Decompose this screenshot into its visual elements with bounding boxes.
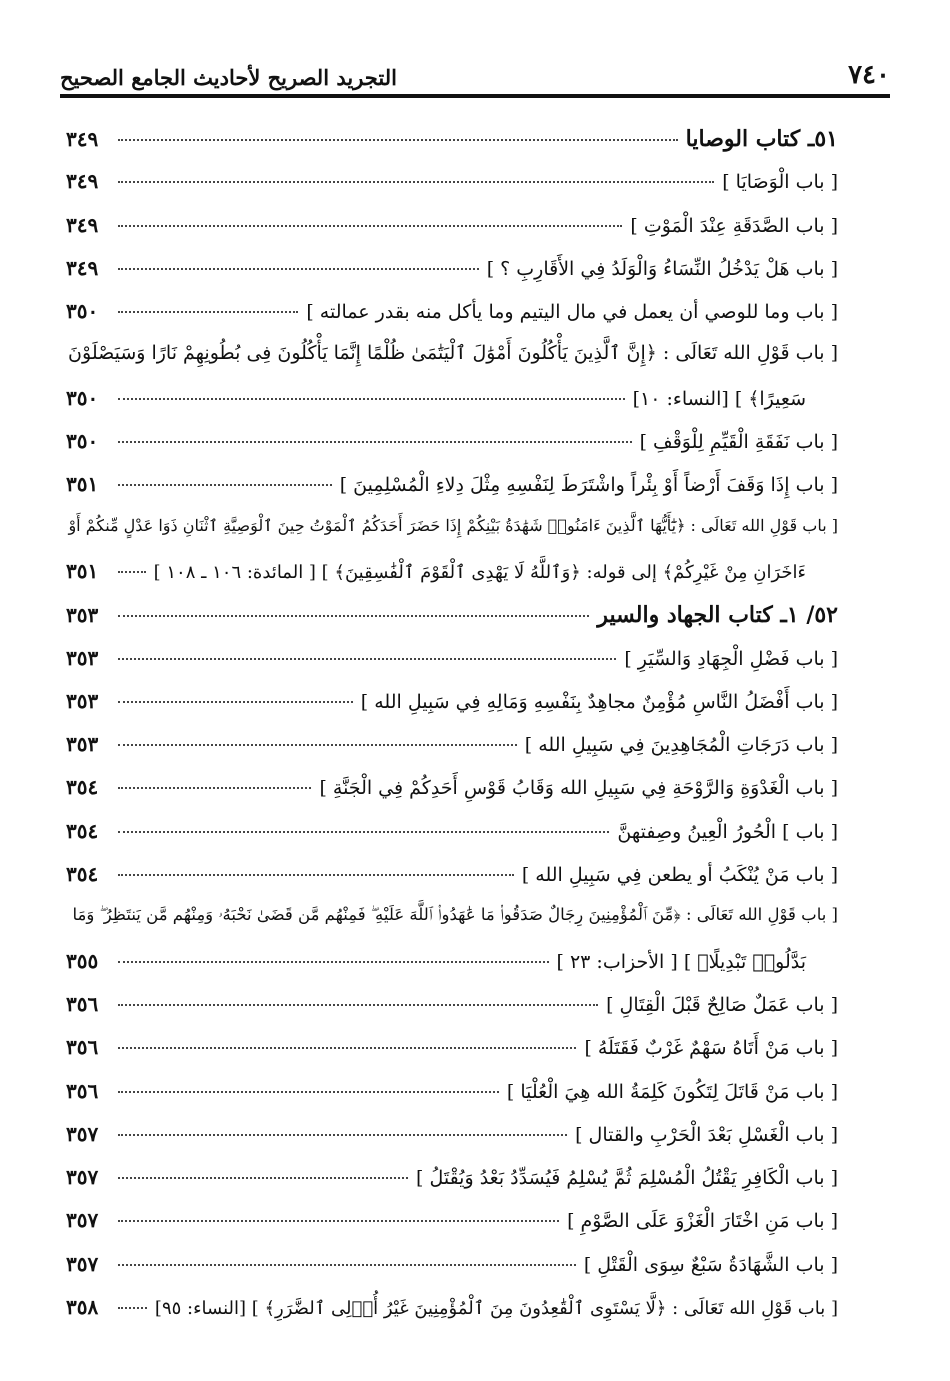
entry-title: [ باب وما للوصي أن يعمل في مال اليتيم وما يأكل منه بقدر عمالته ]: [306, 301, 838, 324]
entry-page-number: ٣٥٧: [66, 1251, 99, 1276]
dot-leader: [118, 225, 622, 227]
toc-entry: [66, 775, 838, 818]
toc-entry: [66, 516, 838, 559]
toc-entry: [66, 1252, 838, 1295]
dot-leader: [118, 571, 146, 573]
entry-title: [ باب قَوْلِ الله تَعَالَى : ﴿يَٰٓأَيُّهَا ٱلَّذِينَ ءَامَنُوا۟ شَهَٰدَةُ بَيْنِكُمْ إِذَا حَضَرَ أَحَدَكُمُ ٱلْمَوْتُ حِينَ ٱلْوَصِيَّةِ ٱثْنَانِ ذَوَا عَدْلٍ مِّنكُمْ أَوْ: [68, 515, 838, 535]
entry-page-number: ٣٤٩: [66, 212, 99, 237]
dot-leader: [118, 484, 332, 486]
dot-leader: [118, 1047, 576, 1049]
toc-entry: [66, 1122, 838, 1165]
entry-page-number: ٣٥٠: [66, 385, 99, 410]
entry-page-number: ٣٥٤: [66, 862, 99, 887]
dot-leader: [118, 1004, 598, 1006]
dot-leader: [118, 139, 678, 141]
toc-entry: [66, 299, 838, 342]
running-header: [60, 58, 890, 90]
page-number: ٧٤٠: [848, 60, 890, 90]
dot-leader: [118, 744, 517, 746]
chapter-heading: [66, 602, 838, 645]
toc-entry: [66, 213, 838, 256]
entry-title: ٥٢/ ١ـ كتاب الجهاد والسير: [597, 602, 838, 629]
entry-title: [ باب مَنْ أَتَاهُ سَهْمٌ غَرْبٌ فَقَتَلَهُ ]: [584, 1037, 838, 1060]
entry-page-number: ٣٤٩: [66, 169, 99, 194]
entry-page-number: ٣٥١: [66, 472, 99, 497]
entry-page-number: ٣٥٧: [66, 1165, 99, 1190]
entry-title: [ باب ] الْحُورُ الْعِينُ وصِفتهنَّ: [617, 820, 838, 843]
entry-title: [ باب قَوْلِ الله تَعَالَى : ﴿لَّا يَسْتَوِى ٱلْقَٰعِدُونَ مِنَ ٱلْمُؤْمِنِينَ غَيْرُ أُو۟لِى ٱلضَّرَرِ﴾ ] [النساء: ٩٥]: [154, 1298, 838, 1320]
toc-entry: [66, 646, 838, 689]
toc-entry: [66, 819, 838, 862]
entry-title: [ باب فَضْلِ الْجِهَادِ وَالسِّيَرِ ]: [624, 647, 838, 670]
toc-entry: [66, 169, 838, 212]
entry-page-number: ٣٥٦: [66, 991, 99, 1016]
entry-title: [ باب الشَّهَادَةُ سَبْعٌ سِوَى الْقَتْلِ ]: [583, 1253, 838, 1276]
entry-title: [ باب أَفْضَلُ النَّاسِ مُؤْمِنٌ مجاهِدٌ بِنَفْسِهِ وَمَالِهِ فِي سَبِيلِ الله ]: [360, 690, 838, 713]
dot-leader: [118, 1134, 567, 1136]
entry-page-number: ٣٥٣: [66, 645, 99, 670]
dot-leader: [118, 615, 589, 617]
entry-title: ءَاخَرَانِ مِنْ غَيْرِكُمْ﴾ إلى قوله: ﴿وَٱللَّهُ لَا يَهْدِى ٱلْقَوْمَ ٱلْفَٰسِقِينَ﴾ ] [ المائدة: ١٠٦ ـ ١٠٨ ]: [153, 561, 806, 583]
entry-page-number: ٣٤٩: [66, 255, 99, 280]
entry-title: [ باب نَفَقَةِ الْقَيِّمِ لِلْوَقْفِ ]: [639, 431, 838, 454]
dot-leader: [118, 658, 616, 660]
dot-leader: [118, 1307, 147, 1309]
entry-title: [ باب قَوْلِ الله تَعَالَى : ﴿إِنَّ ٱلَّذِينَ يَأْكُلُونَ أَمْوَٰلَ ٱلْيَتَٰمَىٰ ظُلْمًا إِنَّمَا يَأْكُلُونَ فِى بُطُونِهِمْ نَارًا وَسَيَصْلَوْنَ: [68, 342, 838, 365]
entry-title: [ باب عَمَلٌ صَالِحٌ قَبْلَ الْقِتَالِ ]: [606, 993, 838, 1016]
entry-page-number: ٣٥٧: [66, 1121, 99, 1146]
entry-title: [ باب إِذَا وَقَفَ أَرْضاً أَوْ بِئْراً واشْتَرَطَ لِنَفْسِهِ مِثْلَ دِلاءِ الْمُسْلِمِينَ ]: [339, 474, 838, 497]
toc-entry: [66, 256, 838, 299]
entry-page-number: ٣٥٦: [66, 1035, 99, 1060]
entry-title: سَعِيرًا﴾ ] [النساء: ١٠]: [632, 387, 806, 410]
entry-page-number: ٣٥١: [66, 558, 99, 583]
entry-page-number: ٣٥٦: [66, 1078, 99, 1103]
book-title: التجريد الصريح لأحاديث الجامع الصحيح: [60, 65, 397, 90]
chapter-heading: [66, 126, 838, 169]
dot-leader: [118, 787, 311, 789]
toc-entry: [66, 472, 838, 515]
table-of-contents: [66, 126, 838, 1338]
entry-page-number: ٣٥٠: [66, 429, 99, 454]
entry-page-number: ٣٥٠: [66, 299, 99, 324]
dot-leader: [118, 441, 632, 443]
toc-entry: [66, 1079, 838, 1122]
toc-entry: [66, 1035, 838, 1078]
toc-entry: [66, 559, 838, 602]
entry-title: [ باب قَوْلِ الله تَعَالَى : ﴿مِّنَ ٱلْمُؤْمِنِينَ رِجَالٌ صَدَقُوا۟ مَا عَٰهَدُوا۟ ٱللَّهَ عَلَيْهِ ۖ فَمِنْهُم مَّن قَضَىٰ نَحْبَهُۥ وَمِنْهُم مَّن يَنتَظِرُ ۖ وَمَا: [72, 905, 838, 925]
toc-entry: [66, 732, 838, 775]
entry-page-number: ٣٥٥: [66, 948, 99, 973]
entry-title: [ باب الْوَصَايَا ]: [722, 171, 838, 194]
dot-leader: [118, 181, 714, 183]
entry-page-number: ٣٥٨: [66, 1295, 99, 1320]
dot-leader: [118, 874, 514, 876]
entry-title: [ باب مَنْ يُنْكَبُ أو يطعن فِي سَبِيلِ الله ]: [521, 864, 838, 887]
entry-title: [ باب هَلْ يَدْخُلُ النِّسَاءُ وَالْوَلَدُ فِي الأَقَارِبِ ؟ ]: [486, 257, 838, 280]
entry-page-number: ٣٥٣: [66, 603, 99, 628]
dot-leader: [118, 398, 625, 400]
entry-title: [ باب الْغَدْوَةِ وَالرَّوْحَةِ فِي سَبِيلِ الله وَقَابُ قَوْسِ أَحَدِكُمْ فِي الْجَنَّةِ ]: [319, 777, 838, 800]
dot-leader: [118, 1091, 499, 1093]
toc-entry: [66, 862, 838, 905]
header-rule: [60, 94, 890, 98]
entry-page-number: ٣٥٣: [66, 732, 99, 757]
toc-entry: [66, 689, 838, 732]
dot-leader: [118, 311, 298, 313]
dot-leader: [118, 961, 549, 963]
dot-leader: [118, 1264, 576, 1266]
toc-entry: [66, 1295, 838, 1338]
toc-entry: [66, 1165, 838, 1208]
dot-leader: [118, 268, 479, 270]
dot-leader: [118, 831, 609, 833]
toc-entry: [66, 342, 838, 385]
entry-page-number: ٣٥٤: [66, 775, 99, 800]
dot-leader: [118, 1177, 408, 1179]
toc-entry: [66, 386, 838, 429]
toc-entry: [66, 429, 838, 472]
toc-entry: [66, 949, 838, 992]
toc-entry: [66, 905, 838, 948]
entry-title: [ باب مَنِ اخْتَارَ الْغَزْوَ عَلَى الصَّوْمِ ]: [567, 1210, 838, 1233]
entry-page-number: ٣٥٧: [66, 1208, 99, 1233]
dot-leader: [118, 1220, 559, 1222]
entry-title: [ باب مَنْ قَاتَلَ لِتَكُونَ كَلِمَةُ الله هِيَ الْعُلْيَا ]: [506, 1080, 838, 1103]
entry-title: [ باب دَرَجَاتِ الْمُجَاهِدِينَ فِي سَبِيلِ الله ]: [524, 734, 838, 757]
entry-page-number: ٣٤٩: [66, 127, 99, 151]
toc-entry: [66, 992, 838, 1035]
entry-title: بَدَّلُوا۟ تَبْدِيلًا﴾ ] [ الأحزاب: ٢٣ ]: [556, 950, 806, 973]
entry-title: [ باب الْكَافِرِ يَقْتُلُ الْمُسْلِمَ ثُمَّ يُسْلِمُ فَيُسَدِّدُ بَعْدُ وَيُقْتَلُ ]: [416, 1167, 838, 1190]
dot-leader: [118, 701, 353, 703]
entry-title: [ باب الْغَسْلِ بَعْدَ الْحَرْبِ والقتال ]: [575, 1123, 838, 1146]
entry-title: [ باب الصَّدَقَةِ عِنْدَ الْمَوْتِ ]: [630, 214, 838, 237]
entry-title: ٥١ـ كتاب الوصايا: [685, 126, 838, 152]
entry-page-number: ٣٥٣: [66, 688, 99, 713]
entry-page-number: ٣٥٤: [66, 818, 99, 843]
toc-entry: [66, 1208, 838, 1251]
